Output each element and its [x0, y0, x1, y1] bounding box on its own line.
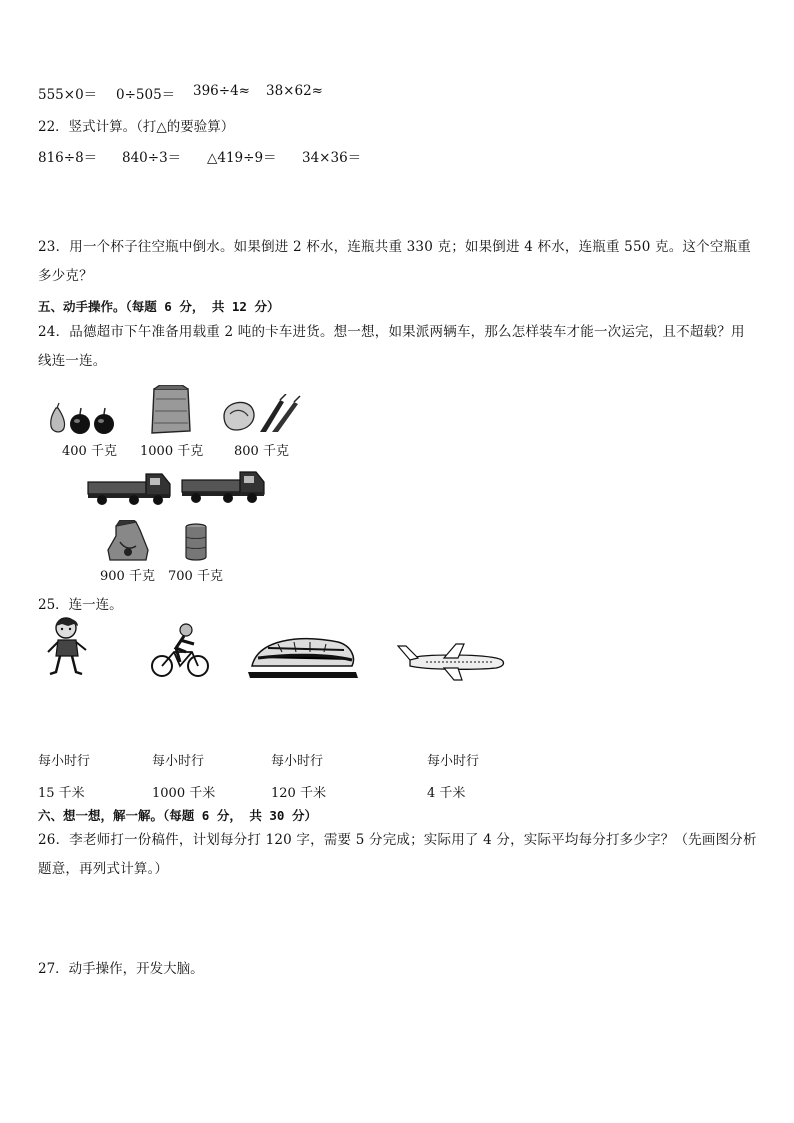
q24-text: 24．品德超市下午准备用载重 2 吨的卡车进货。想一想，如果派两辆车，那么怎样装车才能一次运完，且不超载？用线连一连。 — [38, 324, 745, 369]
vegetable-icon — [220, 394, 302, 434]
airplane-icon — [396, 640, 508, 682]
truck-icon — [180, 468, 268, 504]
walking-child-icon — [44, 616, 90, 678]
q21-expr-2: 0÷505＝ — [116, 87, 176, 103]
sack-icon — [146, 385, 196, 437]
goods-label-5: 700 千克 — [168, 569, 223, 584]
speed-head-1: 每小时行 — [38, 754, 91, 769]
barrel-icon — [184, 523, 208, 561]
q25-title: 25．连一连。 — [38, 597, 123, 613]
q21-expr-3: 396÷4≈ — [193, 83, 250, 99]
q22-item-1: 816÷8＝ — [38, 150, 98, 166]
train-icon — [248, 630, 358, 680]
speed-head-2: 每小时行 — [152, 754, 205, 769]
q26-text: 26．李老师打一份稿件，计划每分打 120 字，需要 5 分完成；实际用了 4 分，实际平均每分打多少字？（先画图分析题意，再列式计算。） — [38, 832, 757, 877]
cyclist-icon — [150, 622, 210, 680]
goods-label-4: 900 千克 — [100, 569, 155, 584]
section-5-heading: 五、动手操作。（每题 6 分， 共 12 分） — [38, 299, 280, 314]
q21-expr-1: 555×0＝ — [38, 87, 98, 103]
speed-value-4: 4 千米 — [427, 786, 466, 801]
speed-head-4: 每小时行 — [427, 754, 480, 769]
speed-head-3: 每小时行 — [271, 754, 324, 769]
q21-expr-4: 38×62≈ — [266, 83, 323, 99]
q22-item-3: △419÷9＝ — [207, 150, 277, 166]
bag-icon — [106, 520, 154, 562]
speed-value-1: 15 千米 — [38, 786, 85, 801]
section-6-heading: 六、想一想，解一解。（每题 6 分， 共 30 分） — [38, 808, 317, 823]
truck-icon — [86, 470, 174, 506]
q22-item-4: 34×36＝ — [302, 150, 362, 166]
q23-text: 23．用一个杯子往空瓶中倒水。如果倒进 2 杯水，连瓶共重 330 克；如果倒进 4 杯水，连瓶重 550 克。这个空瓶重多少克？ — [38, 239, 751, 284]
goods-label-1: 400 千克 — [62, 444, 117, 459]
speed-value-2: 1000 千米 — [152, 786, 216, 801]
speed-value-3: 120 千米 — [271, 786, 326, 801]
fruit-icon — [46, 402, 118, 436]
goods-label-3: 800 千克 — [234, 444, 289, 459]
q27-text: 27．动手操作，开发大脑。 — [38, 961, 204, 977]
goods-label-2: 1000 千克 — [140, 444, 204, 459]
q22-item-2: 840÷3＝ — [122, 150, 182, 166]
q22-title: 22．竖式计算。（打△的要验算） — [38, 119, 235, 135]
